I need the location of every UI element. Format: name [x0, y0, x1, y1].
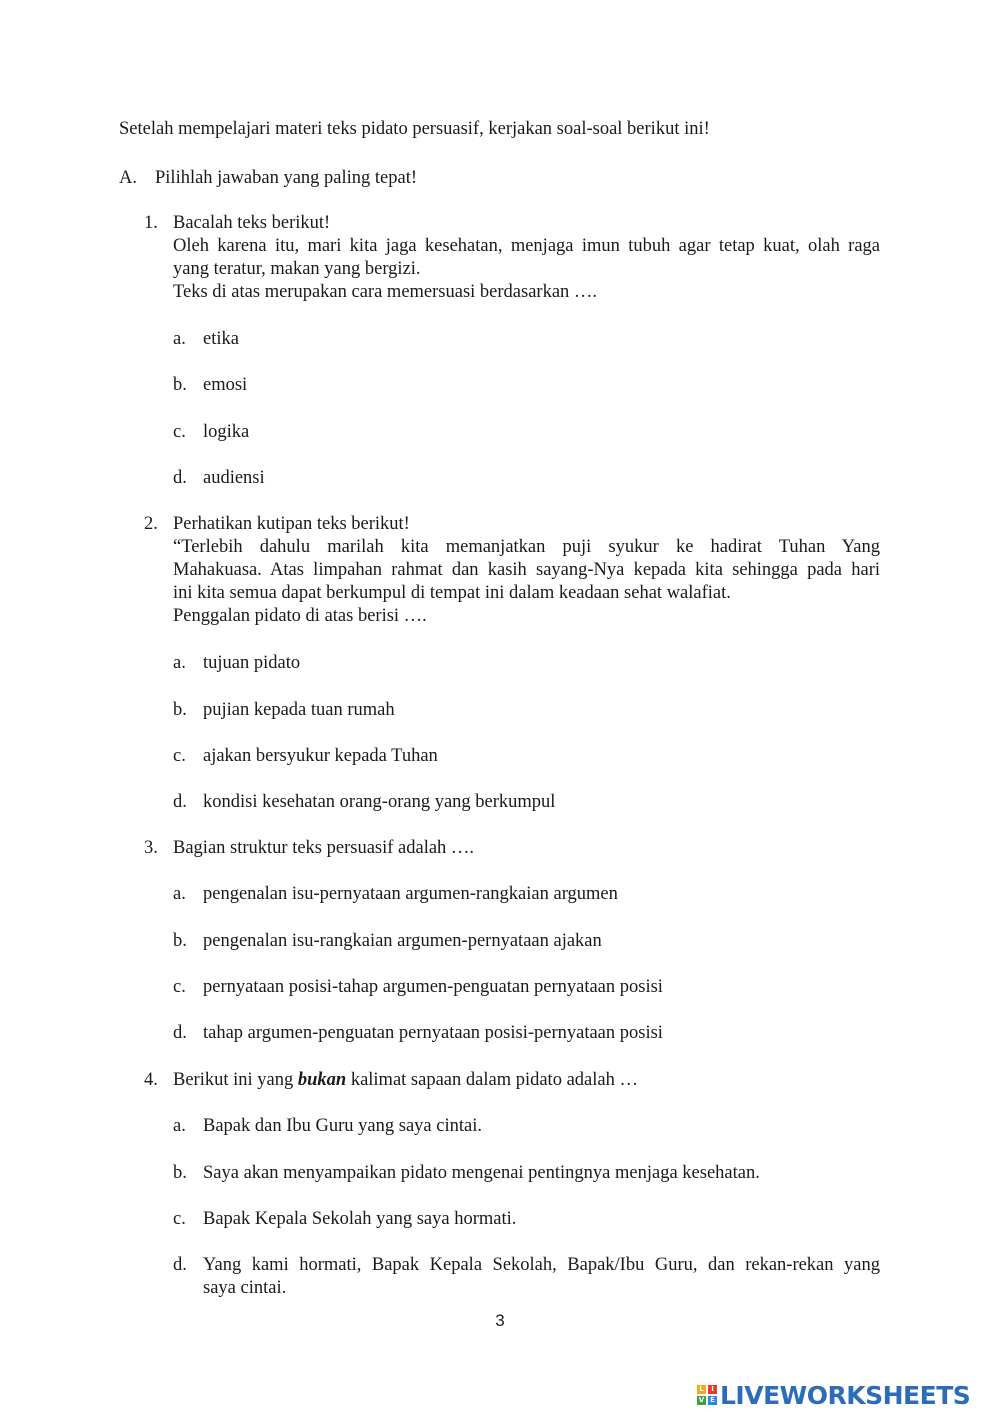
liveworksheets-logo-icon — [697, 1385, 717, 1405]
option-letter: c. — [173, 1209, 186, 1229]
option-letter: a. — [173, 1116, 186, 1136]
question-3-number: 3. — [144, 838, 158, 858]
question-2-option-a[interactable]: tujuan pidato — [203, 653, 301, 673]
question-2-option-c[interactable]: ajakan bersyukur kepada Tuhan — [203, 746, 438, 766]
question-4-option-b[interactable]: Saya akan menyampaikan pidato mengenai pentingnya menjaga kesehatan. — [203, 1163, 760, 1183]
question-3-option-c[interactable]: pernyataan posisi-tahap argumen-penguatan pernyataan posisi — [203, 977, 663, 997]
question-4-option-a[interactable]: Bapak dan Ibu Guru yang saya cintai. — [203, 1116, 482, 1136]
question-4-emphasis: bukan — [297, 1070, 347, 1090]
logo-tile: V — [698, 1396, 705, 1404]
option-letter: d. — [173, 1255, 187, 1275]
question-2-line: Penggalan pidato di atas berisi …. — [173, 606, 427, 626]
option-letter: c. — [173, 422, 186, 442]
logo-tile: L — [697, 1385, 706, 1394]
option-letter: b. — [173, 700, 187, 720]
question-1-option-b[interactable]: emosi — [203, 375, 248, 395]
question-2-line: ini kita semua dapat berkumpul di tempat ini dalam keadaan sehat walafiat. — [173, 583, 731, 603]
option-letter: a. — [173, 329, 186, 349]
question-2-line: Perhatikan kutipan teks berikut! — [173, 514, 410, 534]
option-letter: b. — [173, 375, 187, 395]
instruction-text: Setelah mempelajari materi teks pidato persuasif, kerjakan soal-soal berikut ini! — [119, 119, 710, 139]
section-title: Pilihlah jawaban yang paling tepat! — [155, 168, 418, 188]
option-letter: d. — [173, 468, 187, 488]
option-letter: c. — [173, 746, 186, 766]
question-4-stem-post: kalimat sapaan dalam pidato adalah … — [346, 1070, 638, 1090]
question-1-line: Oleh karena itu, mari kita jaga kesehatan, menjaga imun tubuh agar tetap kuat, olah raga — [173, 236, 880, 256]
logo-tile: I — [708, 1385, 717, 1394]
question-4-option-c[interactable]: Bapak Kepala Sekolah yang saya hormati. — [203, 1209, 517, 1229]
question-3-option-d[interactable]: tahap argumen-penguatan pernyataan posisi-pernyataan posisi — [203, 1023, 663, 1043]
question-1-number: 1. — [144, 213, 158, 233]
question-2-line: Mahakuasa. Atas limpahan rahmat dan kasih sayang-Nya kepada kita sehingga pada hari — [173, 560, 880, 580]
question-1-stem — [173, 212, 880, 304]
option-line: Yang kami hormati, Bapak Kepala Sekolah, Bapak/Ibu Guru, dan rekan-rekan yang — [203, 1255, 880, 1275]
question-1-option-a[interactable]: etika — [203, 329, 239, 349]
question-2-line: “Terlebih dahulu marilah kita memanjatkan puji syukur ke hadirat Tuhan Yang — [173, 537, 880, 557]
option-letter: d. — [173, 1023, 187, 1043]
question-2-option-d[interactable]: kondisi kesehatan orang-orang yang berkumpul — [203, 792, 556, 812]
question-4-stem-pre: Berikut ini yang — [173, 1070, 298, 1090]
liveworksheets-brand[interactable] — [697, 1378, 970, 1412]
question-2-number: 2. — [144, 514, 158, 534]
question-1-line: Teks di atas merupakan cara memersuasi berdasarkan …. — [173, 282, 598, 302]
question-4-stem — [173, 1069, 880, 1092]
question-1-line: Bacalah teks berikut! — [173, 213, 331, 233]
section-letter: A. — [119, 168, 137, 188]
question-1-option-c[interactable]: logika — [203, 422, 250, 442]
option-line: saya cintai. — [203, 1278, 287, 1298]
option-letter: b. — [173, 1163, 187, 1183]
option-letter: c. — [173, 977, 186, 997]
question-2-stem — [173, 513, 880, 628]
question-1-line: yang teratur, makan yang bergizi. — [173, 259, 421, 279]
page-number: 3 — [495, 1311, 505, 1330]
option-letter: a. — [173, 884, 186, 904]
option-letter: d. — [173, 792, 187, 812]
question-3-option-b[interactable]: pengenalan isu-rangkaian argumen-pernyataan ajakan — [203, 931, 602, 951]
question-3-stem: Bagian struktur teks persuasif adalah …. — [173, 838, 475, 858]
question-3-option-a[interactable]: pengenalan isu-pernyataan argumen-rangkaian argumen — [203, 884, 618, 904]
liveworksheets-wordmark: LIVEWORKSHEETS — [720, 1380, 971, 1410]
question-2-option-b[interactable]: pujian kepada tuan rumah — [203, 700, 395, 720]
question-4-option-d[interactable] — [203, 1254, 880, 1300]
question-4-number: 4. — [144, 1070, 158, 1090]
option-letter: b. — [173, 931, 187, 951]
option-letter: a. — [173, 653, 186, 673]
logo-tile: E — [708, 1396, 717, 1405]
question-1-option-d[interactable]: audiensi — [203, 468, 265, 488]
